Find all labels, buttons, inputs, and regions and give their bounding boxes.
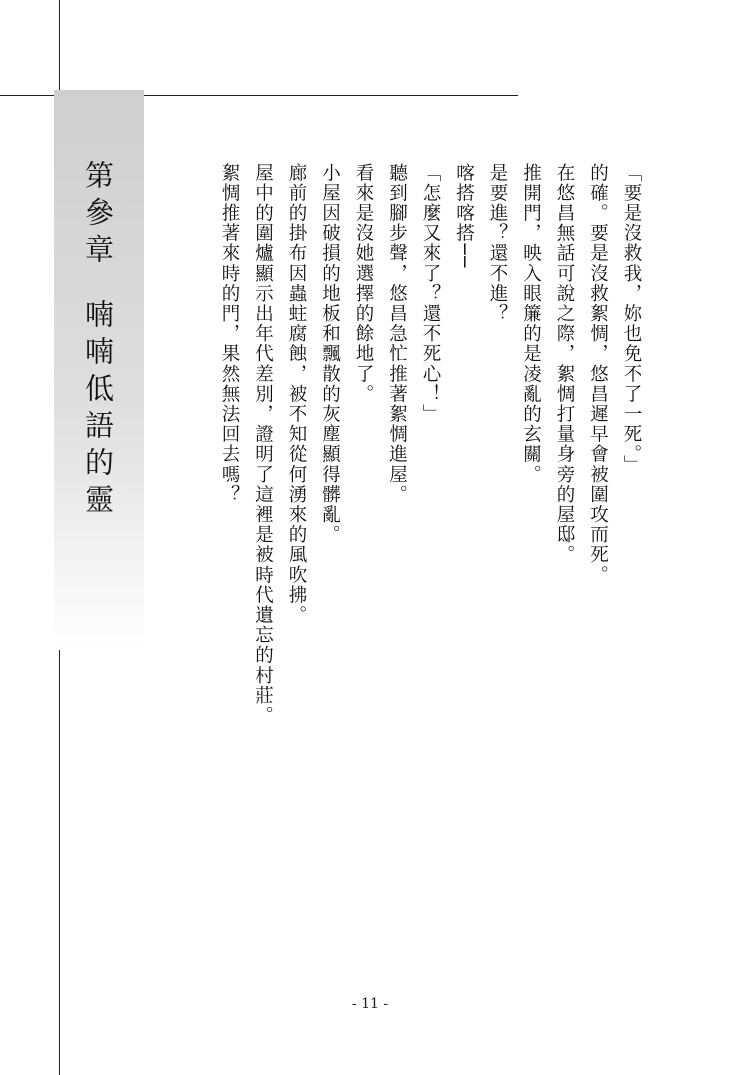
paragraph: 小屋因破損的地板和飄散的灰塵顯得髒亂。 [319,163,341,545]
paragraph: 「怎麼又來了？還不死心！」 [420,163,441,425]
paragraph: 絮惆推著來時的門，果然無法回去嗎？ [219,163,240,505]
paragraph: 聽到腳步聲，悠昌急忙推著絮惆進屋。 [386,163,408,505]
chapter-title: 喃喃低語的靈 [81,299,115,521]
paragraph: 廊前的掛布因蟲蛀腐蝕，被不知從何湧來的風吹拂。 [286,163,307,626]
paragraph: 是要進？還不進？ [487,163,508,324]
paragraph: 喀搭喀搭── [453,163,475,269]
paragraph: 的確。要是沒救絮惆，悠昌遲早會被圍攻而死。 [587,163,609,586]
paragraph: 推開門，映入眼簾的是凌亂的玄關。 [520,163,542,485]
paragraph: 看來是沒她選擇的餘地了。 [353,163,374,405]
chapter-heading [81,160,115,521]
chapter-number: 第參章 [81,160,115,271]
body-text [188,163,648,763]
page-number: - 11 - [351,996,389,1012]
paragraph: 「要是沒救我，妳也免不了一死。」 [621,163,642,476]
paragraph: 在悠昌無話可說之際，絮惆打量身旁的屋邸。 [554,163,575,565]
paragraph: 屋中的圍爐顯示出年代差別，證明了這裡是被時代遺忘的村莊。 [252,163,274,726]
